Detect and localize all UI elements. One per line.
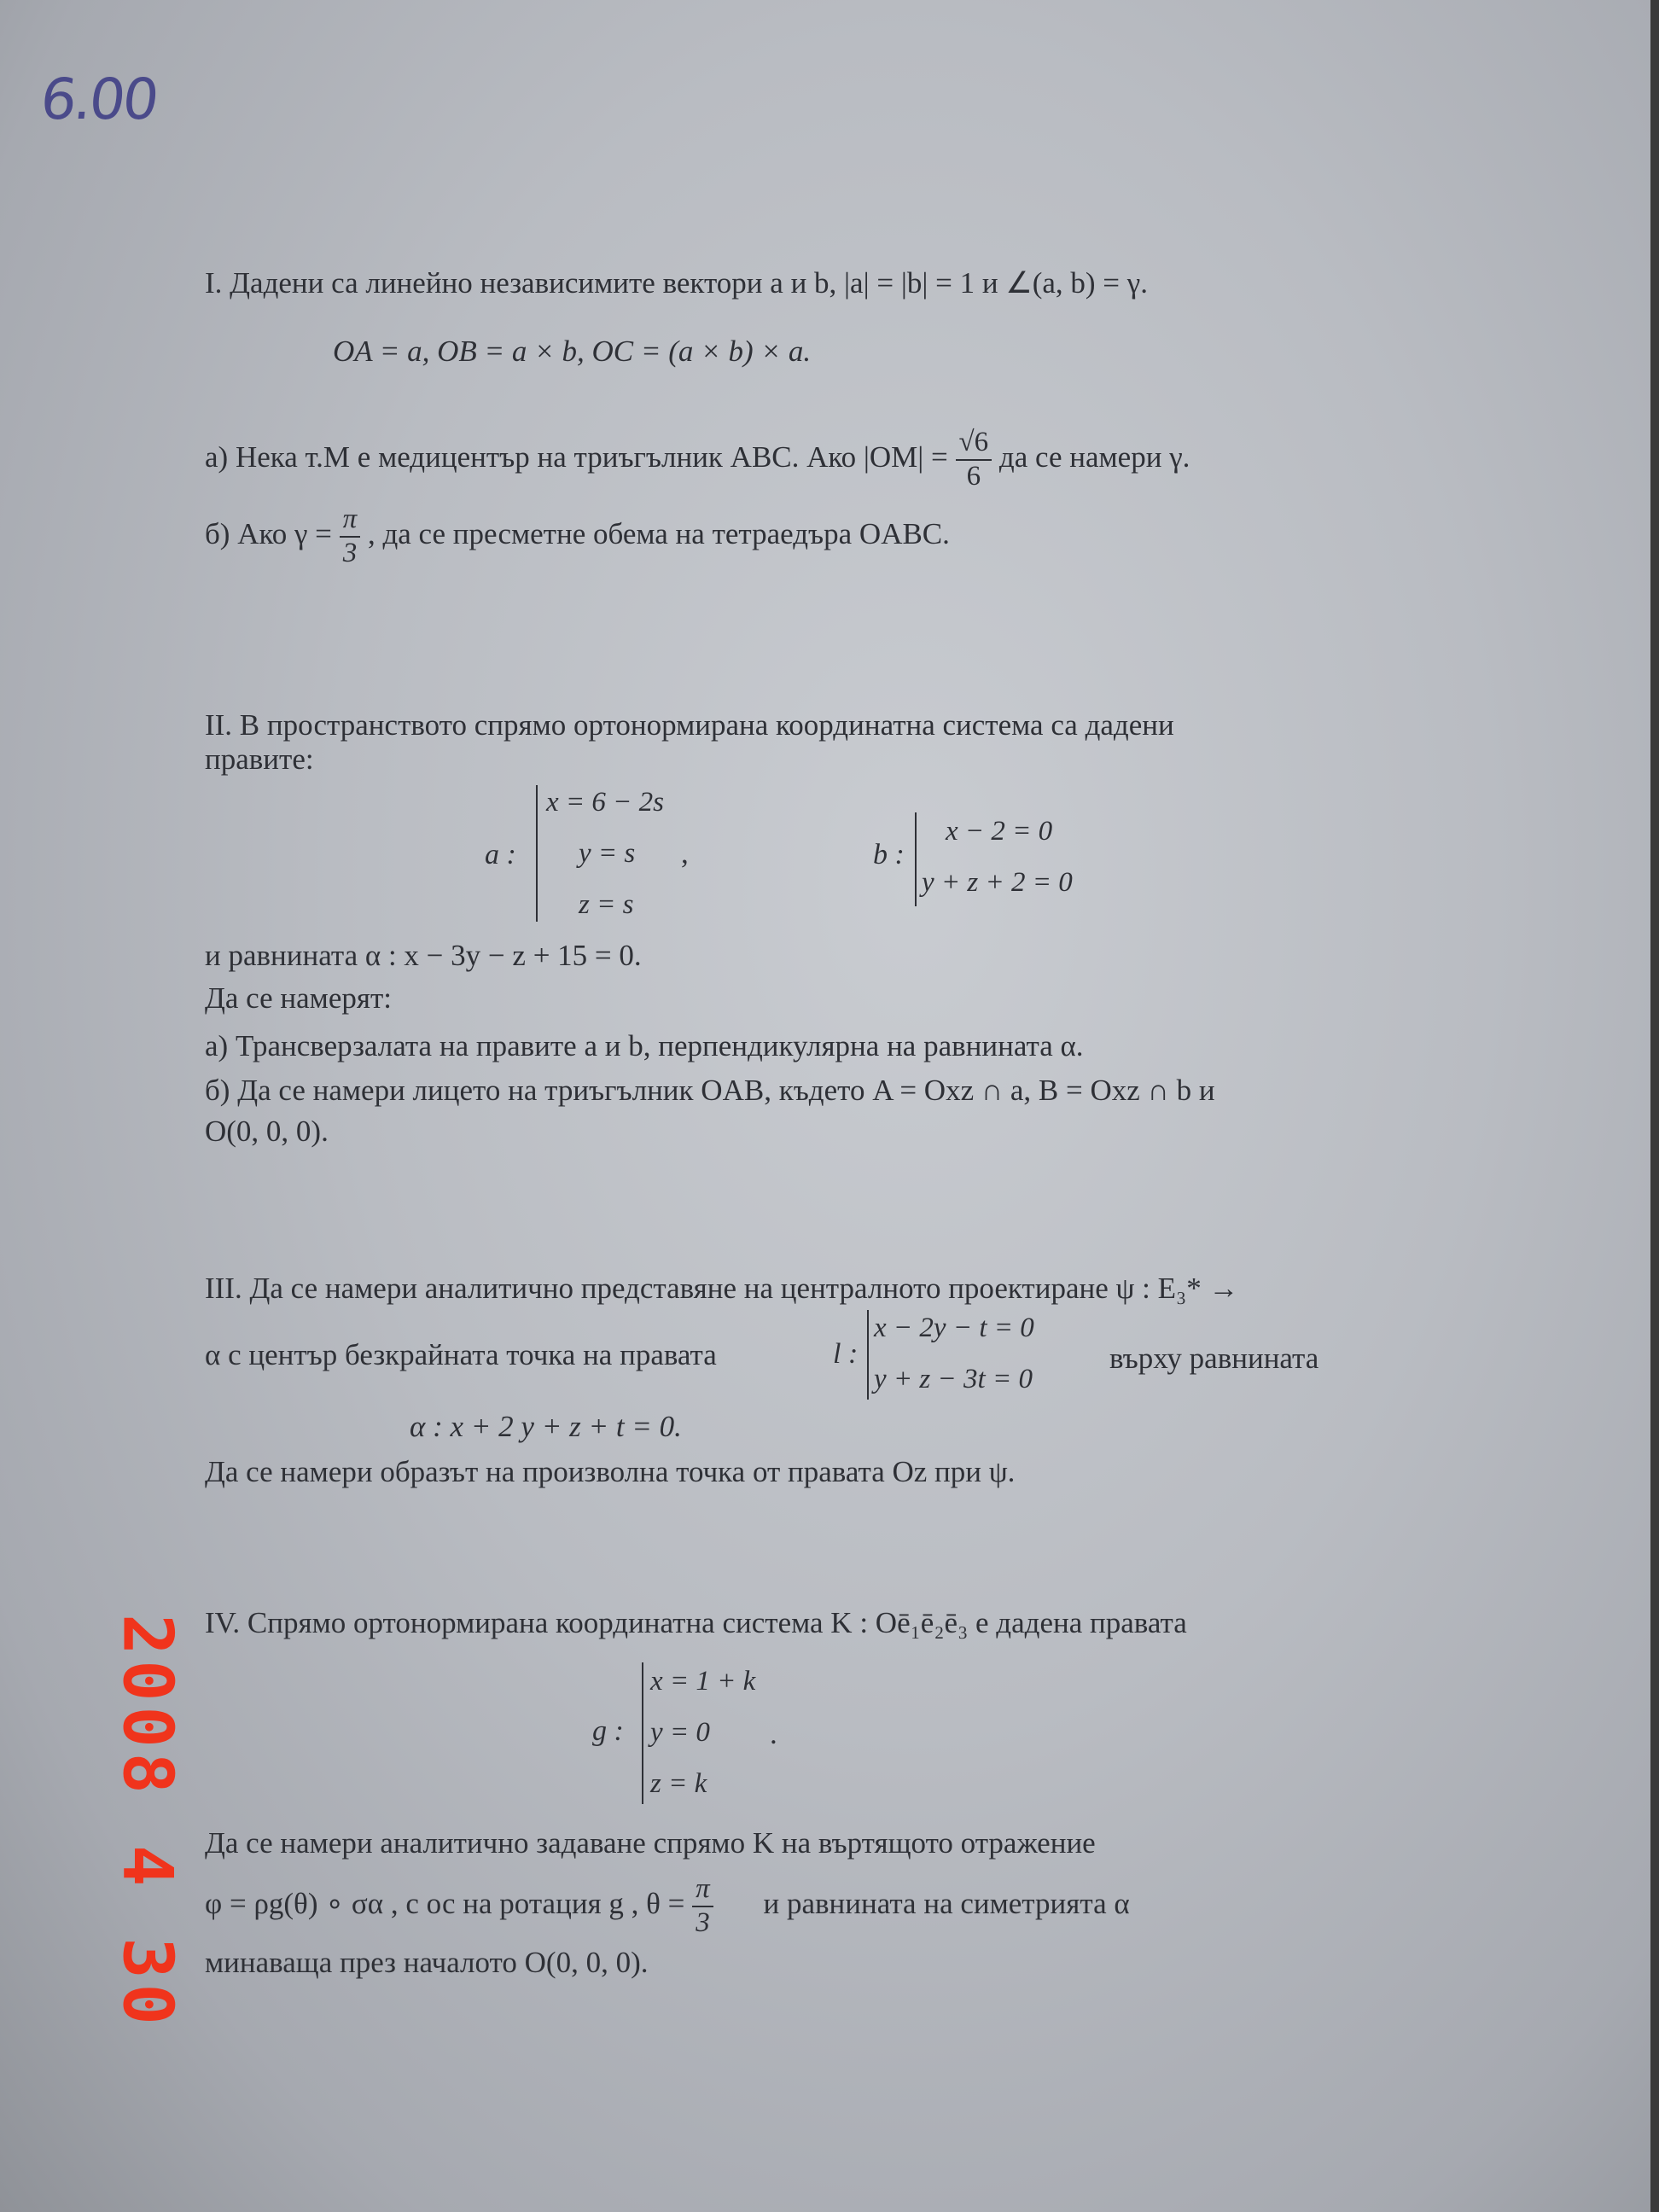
problem-2-line-1: II. В пространството спрямо ортонормирана координатна система са дадени [205,708,1174,742]
line-g-eq-2: y = 0 [650,1717,710,1748]
line-l-eq-1: x − 2y − t = 0 [874,1313,1034,1343]
line-b-label: b : [873,839,905,870]
line-a-label: a : [485,839,516,870]
fraction-numerator: π [340,504,361,538]
line-a-eq-2: y = s [579,838,636,869]
fraction-theta-pi-over-3 [692,1873,713,1940]
line-g-label: g : [592,1715,624,1747]
problem-2-a: а) Трансверзалата на правите a и b, перпендикулярна на равнината α. [205,1029,1084,1062]
problem-2-plane: и равнината α : x − 3y − z + 15 = 0. [205,939,642,972]
problem-3-line-2: α с център безкрайната точка на правата [205,1338,717,1371]
line-a-comma: , [681,836,689,870]
date-stamp-text: 2008 4 30 [108,1614,188,2030]
problem-3-line-4: Да се намери образът на произволна точка от правата Oz при ψ. [205,1455,1016,1488]
line-a-brace [536,785,538,922]
problem-3-onto-plane: върху равнината [1109,1342,1319,1375]
fraction-denominator: 3 [696,1906,710,1938]
problem-1-a-end: да се намери γ. [998,439,1190,474]
fraction-pi-over-3 [340,504,361,570]
line-g-dot: . [770,1717,777,1750]
problem-2-line-2: правите: [205,742,314,776]
problem-1-b-end: , да се пресметне обема на тетраедъра OABC. [367,516,950,550]
line-l-label: l : [833,1338,859,1370]
line-b-eq-1: x − 2 = 0 [946,816,1053,847]
fraction-numerator: √6 [956,427,992,461]
problem-2-b: б) Да се намери лицето на триъгълник OAB, където A = Oxz ∩ a, B = Oxz ∩ b и [205,1074,1215,1107]
problem-3-plane: α : x + 2 y + z + t = 0. [410,1410,682,1443]
fraction-sqrt6-over-6 [956,427,992,493]
problem-2-find: Да се намерят: [205,981,392,1015]
problem-1-b-text: б) Ако γ = [205,516,332,550]
line-a-eq-3: z = s [579,889,634,920]
fraction-numerator: π [692,1873,713,1907]
problem-4-line-3 [205,1873,1130,1940]
date-stamp [101,1614,195,2030]
line-b-eq-2: y + z + 2 = 0 [922,867,1073,898]
problem-4-line-3-end: и равнината на симетрията α [763,1886,1130,1920]
fraction-denominator: 3 [342,537,358,568]
line-b-bar [915,812,917,906]
problem-1-a [205,427,1190,493]
problem-1-b [205,504,950,570]
line-a-eq-1: x = 6 − 2s [546,787,665,818]
problem-1-a-text: а) Нека т.M е медицентър на триъгълник ABC. Ако |OM| = [205,439,948,474]
problem-3-line-1: III. Да се намери аналитично представяне на централното проектиране ψ : E₃* → [205,1272,1239,1305]
line-g-brace [642,1662,643,1804]
fraction-denominator: 6 [966,460,981,492]
line-l-bar [867,1310,869,1400]
photo-edge [1650,0,1659,2212]
problem-4-line-3-text: φ = ρg(θ) ∘ σα , с ос на ротация g , θ = [205,1886,685,1920]
problem-4-line-2: Да се намери аналитично задаване спрямо K на въртящото отражение [205,1826,1096,1860]
grade-mark: 6.00 [37,67,160,132]
line-l-eq-2: y + z − 3t = 0 [874,1364,1033,1394]
line-g-eq-1: x = 1 + k [650,1666,756,1697]
problem-1-line-2: OA = a, OB = a × b, OC = (a × b) × a. [333,335,812,368]
problem-1-line-1: I. Дадени са линейно независимите вектори a и b, |a| = |b| = 1 и ∠(a, b) = γ. [205,266,1148,300]
line-g-eq-3: z = k [650,1768,707,1799]
problem-4-line-4: минаваща през началото O(0, 0, 0). [205,1946,649,1979]
problem-2-b-cont: O(0, 0, 0). [205,1115,329,1148]
problem-4-line-1: IV. Спрямо ортонормирана координатна система K : Oē₁ē₂ē₃ е дадена правата [205,1606,1187,1639]
